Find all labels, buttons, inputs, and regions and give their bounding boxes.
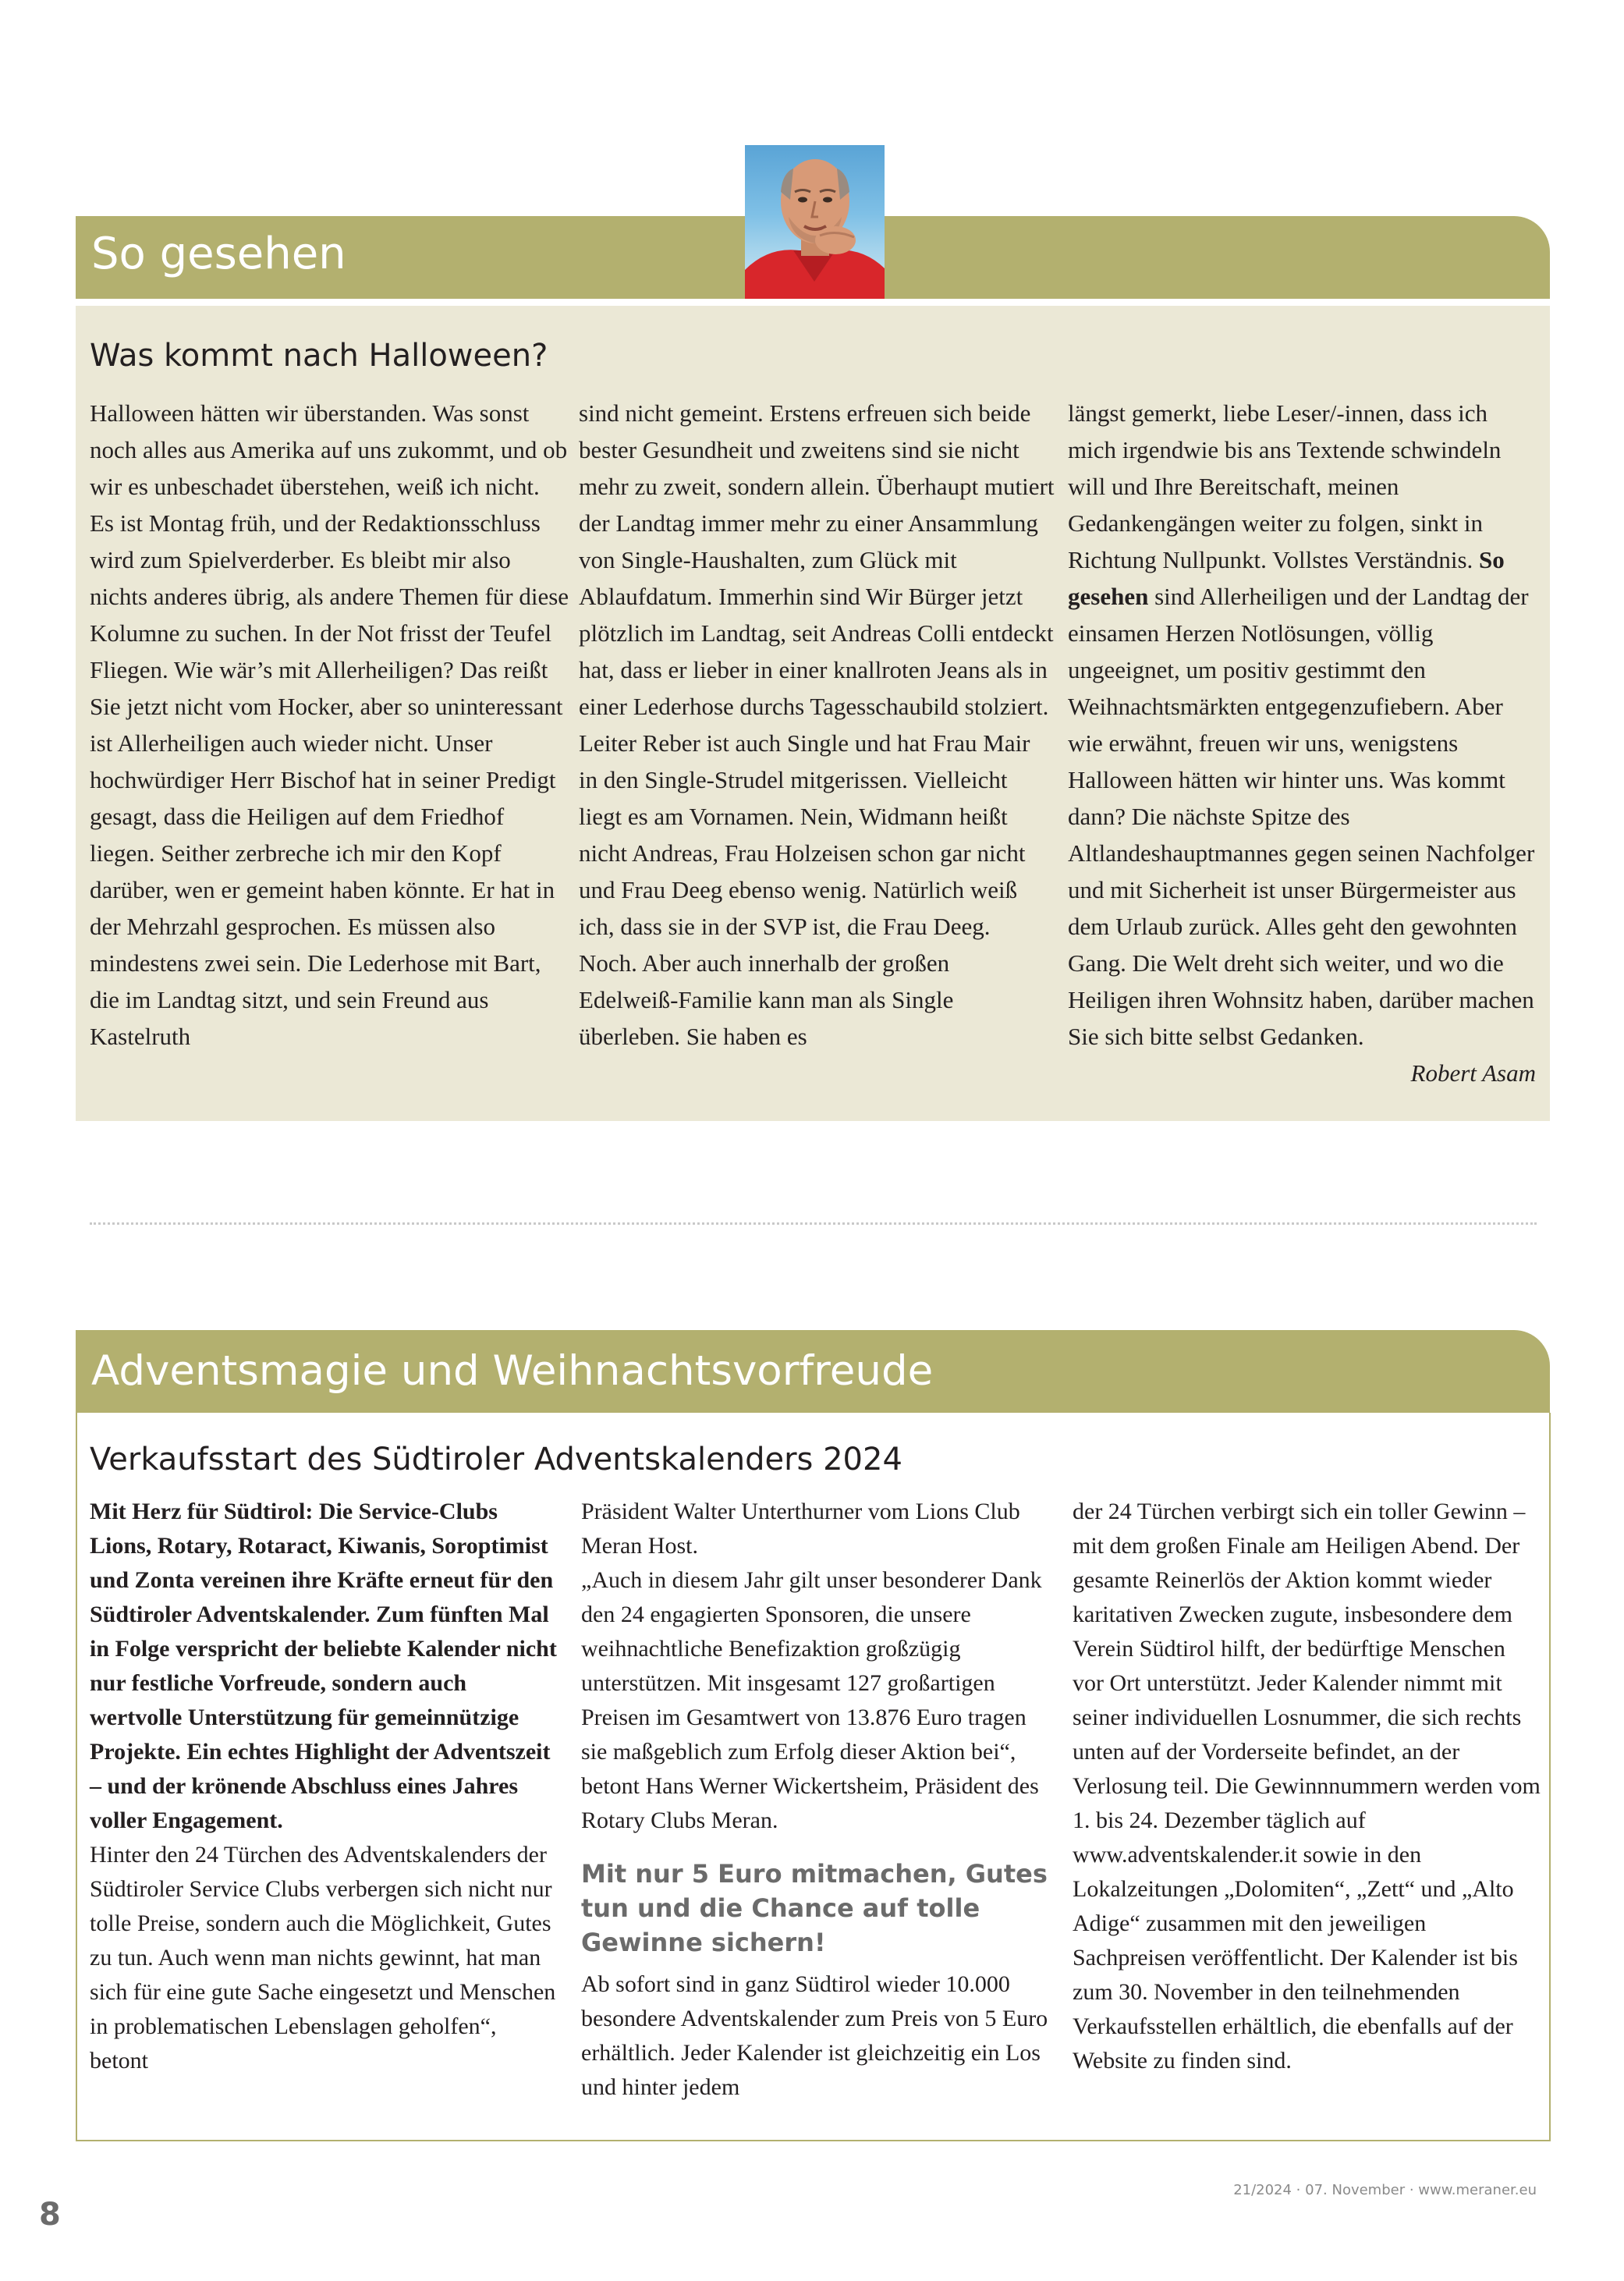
author-portrait-photo: [745, 145, 885, 299]
so-gesehen-subtitle: Was kommt nach Halloween?: [90, 338, 548, 374]
so-gesehen-title: So gesehen: [91, 229, 346, 279]
advent-title: Adventsmagie und Weihnachtsvorfreude: [91, 1347, 934, 1395]
advent-column-2-top: Präsident Walter Unterthurner vom Lions Club Meran Host.: [581, 1499, 1020, 1559]
issue-info: 21/2024 · 07. November · www.meraner.eu: [1233, 2182, 1537, 2198]
advent-lead-paragraph: Mit Herz für Südtirol: Die Service-Clubs Lions, Rotary, Rotaract, Kiwanis, Soroptimist und Zonta vereinen ihre Kräfte erneut für den Südtiroler Adventskalender. Zum fünften Mal in Folge verspricht der beliebte Kalender nicht nur festliche Vorfreude, sondern auch wertvolle Unterstützung für gemeinnützige Projekte. Ein echtes Highlight der Adventszeit – und der krönende Abschluss eines Jahres voller Engagement.: [90, 1499, 557, 1833]
advent-column-1: [90, 1495, 558, 2078]
advent-column-3-text: der 24 Türchen verbirgt sich ein toller Gewinn – mit dem großen Finale am Heiligen Abend. Der gesamte Reinerlös der Aktion kommt wieder karitativen Zwecken zugute, insbesondere dem Verein Südtirol hilft, der bedürftige Menschen vor Ort unterstützt. Jeder Kalender nimmt mit seiner individuellen Losnummer, die sich rechts unten auf der Vorderseite befindet, an der Verlosung teil. Die Gewinnnummern werden vom 1. bis 24. Dezember täglich auf www.adventskalender.it sowie in den Lokalzeitungen „Dolomiten“, „Zett“ und „Alto Adige“ zusammen mit den jeweiligen Sachpreisen veröffentlicht. Der Kalender ist bis zum 30. November in den teilnehmenden Verkaufsstellen erhältlich, die ebenfalls auf der Website zu finden sind.: [1073, 1499, 1541, 2073]
author-signature: Robert Asam: [1410, 1059, 1536, 1087]
so-gesehen-column-1-text: Halloween hätten wir überstanden. Was sonst noch alles aus Amerika auf uns zukommt, und ob wir es unbeschadet überstehen, weiß ich nicht. Es ist Montag früh, und der Redaktionsschluss wird zum Spielverderber. Es bleibt mir also nichts anderes übrig, als andere Themen für diese Kolumne zu suchen. In der Not frisst der Teufel Fliegen. Wie wär’s mit Allerheiligen? Das reißt Sie jetzt nicht vom Hocker, aber so uninteressant ist Allerheiligen auch wieder nicht. Unser hochwürdiger Herr Bischof hat in seiner Predigt gesagt, dass die Heiligen auf dem Friedhof liegen. Seither zerbreche ich mir den Kopf darüber, wen er gemeint haben könnte. Er hat in der Mehrzahl gesprochen. Es müssen also mindestens zwei sein. Die Lederhose mit Bart, die im Landtag sitzt, und sein Freund aus Kastelruth: [90, 399, 569, 1050]
so-gesehen-column-2: [579, 395, 1055, 1055]
advent-column-3: [1073, 1495, 1541, 2078]
advent-intermediate-heading: Mit nur 5 Euro mitmachen, Gutes tun und die Chance auf tolle Gewinne sichern!: [581, 1859, 1048, 1957]
advent-column-2-body: Ab sofort sind in ganz Südtirol wieder 10.000 besondere Adventskalender zum Preis von 5 Euro erhältlich. Jeder Kalender ist gleichzeitig ein Los und hinter jedem: [581, 1971, 1048, 2100]
so-gesehen-column-1: [90, 395, 569, 1055]
advent-header-bar: [76, 1330, 1550, 1413]
so-gesehen-column-3-part1: längst gemerkt, liebe Leser/-innen, dass ich mich irgendwie bis ans Textende schwindeln will und Ihre Bereitschaft, meinen Gedankengängen weiter zu folgen, sinkt in Richtung Nullpunkt. Vollstes Verständnis.: [1068, 399, 1502, 573]
advent-subtitle: Verkaufsstart des Südtiroler Adventskalenders 2024: [90, 1442, 902, 1478]
section-divider: [90, 1222, 1537, 1225]
so-gesehen-column-2-text: sind nicht gemeint. Erstens erfreuen sich beide bester Gesundheit und zweitens sind sie nicht mehr zu zweit, sondern allein. Überhaupt mutiert der Landtag immer mehr zu einer Ansammlung von Single-Haushalten, zum Glück mit Ablaufdatum. Immerhin sind Wir Bürger jetzt plötzlich im Landtag, seit Andreas Colli entdeckt hat, dass er lieber in einer knallroten Jeans als in einer Lederhose durchs Tagesschaubild stolziert. Leiter Reber ist auch Single und hat Frau Mair in den Single-Strudel mitgerissen. Vielleicht liegt es am Vornamen. Nein, Widmann heißt nicht Andreas, Frau Holzeisen schon gar nicht und Frau Deeg ebenso wenig. Natürlich weiß ich, dass sie in der SVP ist, die Frau Deeg. Noch. Aber auch innerhalb der großen Edelweiß-Familie kann man als Single überleben. Sie haben es: [579, 399, 1055, 1050]
advent-column-2: [581, 1495, 1057, 2105]
so-gesehen-column-3-part2: sind Allerheiligen und der Landtag der einsamen Herzen Notlösungen, völlig ungeeignet, um positiv gestimmt den Weihnachtsmärkten entgegenzufiebern. Aber wie erwähnt, freuen wir uns, wenigstens Halloween hätten wir hinter uns. Was kommt dann? Die nächste Spitze des Altlandeshauptmannes gegen seinen Nachfolger und mit Sicherheit ist unser Bürgermeister aus dem Urlaub zurück. Alles geht den gewohnten Gang. Die Welt dreht sich weiter, und wo die Heiligen ihren Wohnsitz haben, darüber machen Sie sich bitte selbst Gedanken.: [1068, 583, 1535, 1050]
so-gesehen-inline-bold: So gesehen: [1068, 546, 1505, 610]
advent-column-2-quote: „Auch in diesem Jahr gilt unser besonderer Dank den 24 engagierten Sponsoren, die unsere weihnachtliche Benefizaktion großzügig unterstützen. Mit insgesamt 127 großartigen Preisen im Gesamtwert von 13.876 Euro tragen sie maßgeblich zum Erfolg dieser Aktion bei“, betont Hans Werner Wickertsheim, Präsident des Rotary Clubs Meran.: [581, 1567, 1042, 1833]
advent-column-1-body: Hinter den 24 Türchen des Adventskalenders der Südtiroler Service Clubs verbergen sich nicht nur tolle Preise, sondern auch die Möglichkeit, Gutes zu tun. Auch wenn man nichts gewinnt, hat man sich für eine gute Sache eingesetzt und Menschen in problematischen Lebenslagen geholfen“, betont: [90, 1842, 556, 2073]
page-number: 8: [39, 2197, 61, 2233]
so-gesehen-column-3: [1068, 395, 1536, 1091]
so-gesehen-column-3-text: [1068, 395, 1536, 1055]
